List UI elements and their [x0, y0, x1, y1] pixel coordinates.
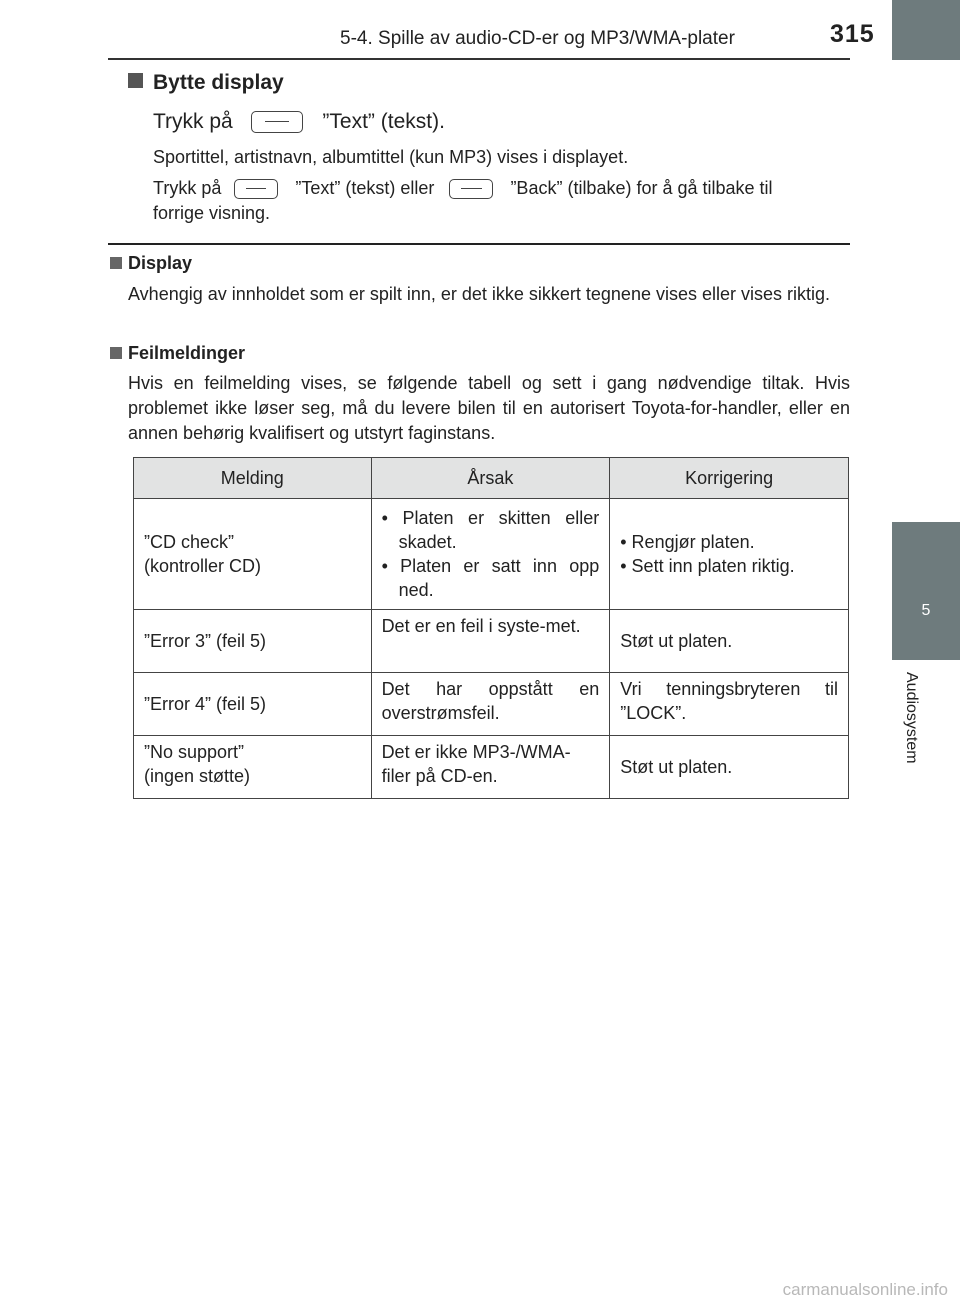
- cause-cell: Det er en feil i syste-met.: [371, 610, 610, 673]
- header-title: 5-4. Spille av audio-CD-er og MP3/WMA-plater: [340, 28, 735, 49]
- header-rule: [108, 58, 850, 60]
- message-cell: ”CD check” (kontroller CD): [134, 499, 372, 610]
- instruction-line-3: Trykk på ”Text” (tekst) eller ”Back” (tilbake) for å gå tilbake til: [153, 178, 773, 198]
- error-note-text: Hvis en feilmelding vises, se følgende tabell og sett i gang nødvendige tiltak. Hvis problemet ikke løser seg, må du levere bilen til en autorisert Toyota-for-handler, eller en annen behørig kvalifisert og utstyrt faginstans.: [128, 373, 850, 443]
- table-row: [134, 499, 849, 610]
- correction-cell: Støt ut platen.: [610, 610, 849, 673]
- display-note-text: Avhengig av innholdet som er spilt inn, er det ikke sikkert tegnene vises eller vises riktig.: [128, 284, 831, 304]
- instruction-line-1: Trykk på ”Text” (tekst).: [153, 110, 445, 133]
- footer-watermark[interactable]: carmanualsonline.info: [782, 1280, 948, 1299]
- page-number: 315: [830, 20, 875, 48]
- correction-bullet: • Rengjør platen.: [620, 532, 755, 552]
- back-button-icon: [449, 179, 493, 199]
- column-header-correction: Korrigering: [610, 458, 849, 499]
- error-table: [133, 457, 849, 799]
- message-cell: ”No support” (ingen støtte): [134, 736, 372, 799]
- correction-cell: Støt ut platen.: [610, 736, 849, 799]
- cause-bullet: • Platen er satt inn opp ned.: [381, 556, 600, 600]
- column-header-cause: Årsak: [371, 458, 610, 499]
- display-note-title: Display: [110, 253, 192, 274]
- side-tab-chapter: [892, 522, 960, 660]
- section-title: Bytte display: [128, 71, 284, 95]
- square-bullet-icon: [128, 73, 143, 88]
- table-header-row: [134, 458, 849, 499]
- square-bullet-icon: [110, 257, 122, 269]
- instruction-line-2: Sportittel, artistnavn, albumtittel (kun MP3) vises i displayet.: [153, 147, 629, 167]
- cause-bullet: • Platen er skitten eller skadet.: [381, 508, 600, 552]
- cause-cell: [371, 499, 610, 610]
- correction-bullet: • Sett inn platen riktig.: [620, 556, 795, 576]
- display-button-icon: [234, 179, 278, 199]
- column-header-message: Melding: [134, 458, 372, 499]
- message-cell: ”Error 4” (feil 5): [134, 673, 372, 736]
- error-note-title: Feilmeldinger: [110, 343, 245, 364]
- correction-cell: [610, 499, 849, 610]
- message-cell: ”Error 3” (feil 5): [134, 610, 372, 673]
- section-divider: [108, 243, 850, 245]
- table-row: [134, 736, 849, 799]
- display-button-icon: [251, 111, 303, 133]
- cause-cell: Det har oppstått en overstrømsfeil.: [371, 673, 610, 736]
- side-tab-top: [892, 0, 960, 60]
- cause-cell: Det er ikke MP3-/WMA-filer på CD-en.: [371, 736, 610, 799]
- instruction-line-4: forrige visning.: [153, 203, 271, 223]
- table-row: [134, 610, 849, 673]
- chapter-number: 5: [921, 602, 931, 619]
- chapter-label: Audiosystem: [903, 672, 920, 764]
- correction-cell: Vri tenningsbryteren til ”LOCK”.: [610, 673, 849, 736]
- table-row: [134, 673, 849, 736]
- square-bullet-icon: [110, 347, 122, 359]
